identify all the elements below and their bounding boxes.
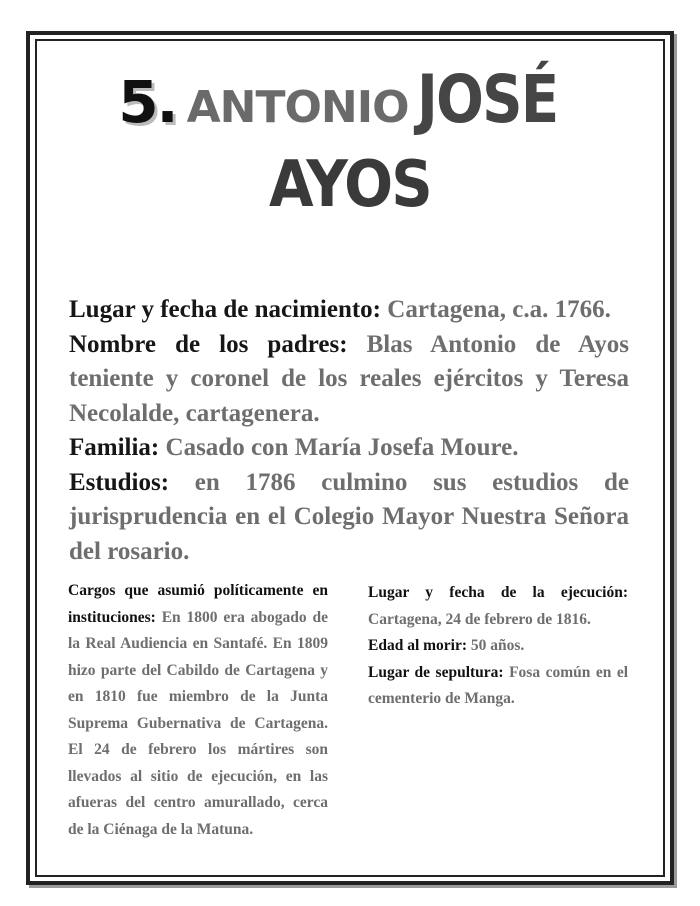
studies-row (69, 466, 629, 570)
bio-section (69, 293, 629, 569)
title-first-name: ANTONIO (186, 82, 409, 133)
burial-value: Fosa común en el cementerio de Manga. (368, 663, 629, 707)
studies-value: en 1786 culmino sus estudios de jurisprudencia en el Colegio Mayor Nuestra Señora del rosario. (69, 468, 630, 565)
parents-row (69, 328, 629, 432)
cargos-value: En 1800 era abogado de la Real Audiencia en Santafé. En 1809 hizo parte del Cabildo de Cartagena y en 1810 fue miembro de la Junta Suprema Gubernativa de Cartagena. El 24 de febrero los mártires son llevados al sitio de ejecución, en las afueras del centro amurallado, cerca de la Ciénaga de la Matuna. (68, 608, 328, 838)
age-value: 50 años. (470, 637, 525, 654)
burial-label: Lugar de sepultura: (368, 663, 504, 681)
column-left (68, 578, 328, 843)
birth-label: Lugar y fecha de nacimiento: (69, 296, 382, 323)
age-paragraph (368, 633, 628, 660)
title-number: 5. (118, 68, 177, 136)
column-right (368, 580, 628, 713)
title-line-1 (0, 50, 700, 150)
title-line-2 (0, 140, 700, 230)
birth-row (69, 293, 629, 328)
cargos-paragraph (68, 578, 328, 843)
parents-value: Blas Antonio de Ayos teniente y coronel de los reales ejércitos y Teresa Necolalde, cartagenera. (69, 330, 629, 427)
execution-paragraph (368, 580, 628, 633)
burial-paragraph (368, 660, 628, 713)
cargos-label: Cargos que asumió políticamente en instituciones: (68, 582, 328, 626)
age-label: Edad al morir: (368, 637, 468, 654)
family-value: Casado con María Josefa Moure. (165, 434, 519, 461)
execution-value: Cartagena, 24 de febrero de 1816. (368, 610, 591, 628)
title-last-name: AYOS (269, 148, 431, 222)
execution-label: Lugar y fecha de la ejecución: (368, 584, 628, 601)
family-row (69, 431, 629, 466)
birth-value: Cartagena, c.a. 1766. (387, 296, 611, 323)
title-middle-name: JOSÉ (416, 61, 558, 138)
parents-label: Nombre de los padres: (69, 330, 348, 358)
studies-label: Estudios: (69, 468, 170, 496)
family-label: Familia: (69, 434, 160, 461)
